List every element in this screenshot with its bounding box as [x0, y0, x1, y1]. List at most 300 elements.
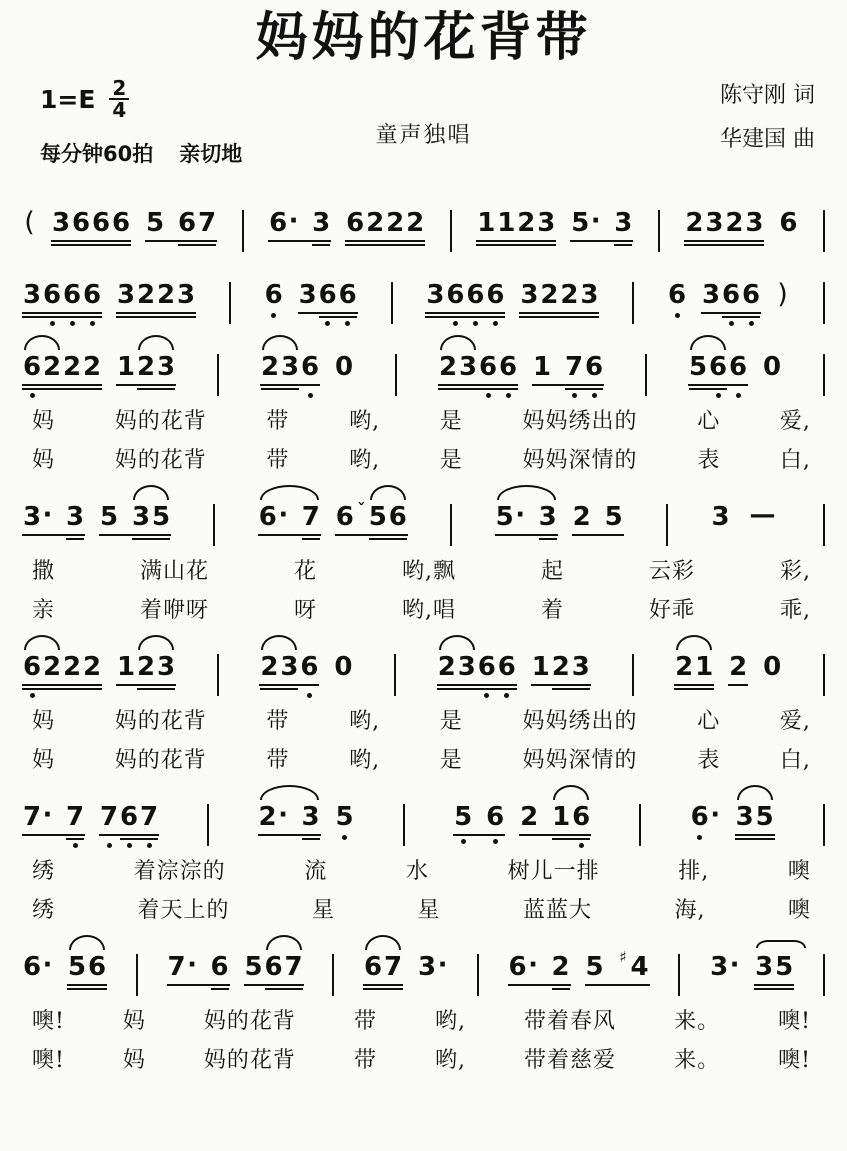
partial-beam-underline: [614, 244, 632, 246]
beam-underline: [67, 988, 107, 990]
measure: [268, 190, 425, 246]
note-group: [519, 280, 599, 318]
note-group: [425, 280, 505, 318]
measure: [425, 262, 599, 318]
beam-underline: [531, 684, 591, 686]
measure: [167, 934, 304, 986]
augmentation-dot: ·: [42, 950, 53, 980]
note-digit: 2: [62, 352, 82, 382]
score-line: [22, 484, 825, 624]
barline: [823, 654, 825, 696]
lyric-segment: 妈妈深情的: [522, 748, 638, 773]
note-chars: [701, 280, 761, 310]
lyric-segment: 妈: [122, 1048, 146, 1073]
note-chars: [709, 952, 740, 982]
note-digit: [299, 208, 311, 238]
rest-note: 0: [763, 652, 782, 682]
note-group: [667, 280, 687, 310]
note-digit: 5: [604, 502, 623, 532]
lyric-row: [22, 854, 825, 885]
note-digit: 6: [258, 502, 277, 532]
slur-arc: [440, 335, 476, 350]
beam-underline: [495, 534, 558, 536]
note-digit: [539, 802, 551, 832]
lyric-segment: 带着春风: [524, 1009, 617, 1034]
note-group: [572, 502, 624, 536]
note-group: [745, 502, 781, 532]
credits: [720, 74, 815, 162]
lyric-segment: 着淙淙的: [133, 859, 226, 884]
note-digit: [601, 208, 613, 238]
note-digit: 1: [695, 652, 714, 682]
note-group: [22, 208, 37, 238]
beam-underline: [116, 384, 176, 386]
measure: [437, 634, 591, 690]
music-row: [22, 334, 825, 396]
beam-underline: [425, 316, 505, 318]
note-chars: [335, 502, 408, 532]
note-digit: 1: [477, 208, 496, 238]
note-chars: [762, 652, 782, 682]
barline: [632, 654, 634, 696]
note-digit: 3: [457, 652, 476, 682]
barline: [242, 210, 244, 252]
note-digit: 2: [258, 802, 277, 832]
note-chars: [417, 952, 448, 982]
note-digit: 2: [685, 208, 704, 238]
octave-dot: [592, 393, 597, 398]
augmentation-dot: ·: [278, 800, 288, 830]
octave-dot: [484, 693, 489, 698]
note-digit: 6: [119, 802, 139, 832]
augmentation-dot: ·: [515, 500, 526, 530]
note-digit: 6: [177, 208, 197, 238]
note-digit: 3: [614, 208, 633, 238]
partial-beam-underline: [66, 538, 84, 540]
note-digit: [119, 502, 131, 532]
note-digit: [605, 952, 617, 982]
note-digit: [539, 952, 551, 982]
lyric-segment: 是: [439, 409, 463, 434]
note-digit: 6: [722, 280, 741, 310]
note-group: [22, 952, 53, 982]
barline: [229, 282, 231, 324]
lyric-segment: 妈: [122, 1009, 146, 1034]
beam-underline: [684, 240, 764, 242]
octave-dot: [697, 835, 702, 840]
octave-dot: [579, 843, 584, 848]
beam-underline: [674, 684, 714, 686]
barline: [666, 504, 668, 546]
partial-beam-underline: [312, 244, 330, 246]
octave-dot: [675, 313, 680, 318]
note-digit: 2: [42, 352, 62, 382]
octave-dot: [307, 693, 312, 698]
note-digit: 3: [156, 352, 176, 382]
partial-beam-underline: [137, 688, 175, 690]
octave-dot: [749, 321, 754, 326]
note-digit: 3: [702, 280, 721, 310]
note-digit: 2: [62, 652, 82, 682]
note-chars: [585, 948, 650, 982]
lyric-segment: 亲: [32, 598, 56, 623]
partial-beam-underline: [319, 316, 357, 318]
note-digit: 3: [65, 502, 85, 532]
note-digit: 1: [552, 802, 571, 832]
beam-underline: [684, 244, 764, 246]
beam-underline: [754, 984, 794, 986]
score-line: [22, 262, 825, 324]
note-digit: 6: [22, 652, 42, 682]
beam-underline: [519, 316, 599, 318]
note-digit: 6: [71, 208, 91, 238]
barline: [477, 954, 479, 996]
note-digit: 3: [537, 208, 556, 238]
beam-underline: [437, 684, 517, 686]
augmentation-dot: ·: [278, 500, 289, 530]
barline: [823, 282, 825, 324]
note-digit: 2: [675, 652, 694, 682]
beam-underline: [22, 384, 102, 386]
note-group: [701, 280, 761, 314]
note-chars: [116, 652, 176, 682]
beam-underline: [438, 388, 518, 390]
measure: [264, 262, 358, 314]
lyric-segment: 带: [353, 1009, 377, 1034]
note-digit: 6: [338, 280, 357, 310]
expression-marking: 亲切地: [179, 142, 243, 166]
note-chars: [572, 502, 624, 532]
lyric-segment: 哟,: [349, 409, 381, 434]
note-digit: 1: [116, 352, 136, 382]
note-group: [258, 502, 321, 536]
lyric-segment: 着咿呀: [140, 598, 210, 623]
beam-underline: [51, 240, 131, 242]
note-digit: 2: [406, 208, 425, 238]
note-digit: 1: [531, 652, 550, 682]
note-chars: [532, 352, 604, 382]
lyric-row: [22, 893, 825, 924]
lyric-segment: 云彩: [648, 559, 695, 584]
note-digit: [289, 802, 301, 832]
lyric-segment: 噢: [787, 859, 811, 884]
note-digit: 2: [540, 280, 559, 310]
octave-dot: [486, 393, 491, 398]
note-chars: [519, 280, 599, 310]
note-digit: 7: [99, 802, 119, 832]
partial-beam-underline: [132, 538, 170, 540]
note-digit: 3: [710, 952, 729, 982]
barline: [678, 954, 680, 996]
note-group: [264, 280, 284, 310]
time-signature: [109, 78, 129, 120]
note-digit: 5: [67, 952, 87, 982]
partial-beam-underline: [261, 388, 299, 390]
beam-underline: [259, 684, 319, 686]
note-group: [298, 280, 358, 314]
note-digit: 5: [495, 502, 514, 532]
note-chars: [531, 652, 591, 682]
beam-underline: [258, 534, 321, 536]
lyric-segment: 妈: [32, 709, 56, 734]
note-digit: 3: [51, 208, 71, 238]
score-line: [22, 190, 825, 252]
lyric-segment: 哟,: [435, 1048, 467, 1073]
note-digit: 1: [532, 352, 552, 382]
lyric-segment: 带: [266, 748, 290, 773]
note-digit: 5: [244, 952, 263, 982]
note-chars: [745, 502, 781, 532]
note-digit: 5: [335, 802, 354, 832]
note-digit: 6: [210, 952, 229, 982]
note-group: [508, 952, 571, 986]
measure: [258, 484, 408, 536]
note-digit: 7: [384, 952, 403, 982]
note-chars: [690, 802, 721, 832]
note-group: [258, 802, 321, 836]
slur-arc: [262, 335, 298, 350]
note-group: [244, 952, 304, 986]
note-digit: 6: [446, 280, 465, 310]
note-digit: [53, 802, 65, 832]
slur-arc: [370, 485, 406, 500]
octave-dot: [461, 839, 466, 844]
note-digit: 6: [668, 280, 687, 310]
note-digit: 3: [538, 502, 557, 532]
lyric-segment: 妈的花背: [114, 748, 207, 773]
note-digit: 1: [116, 652, 136, 682]
octave-dot: [30, 393, 35, 398]
lyric-segment: 噢!: [32, 1009, 65, 1034]
note-digit: 3: [22, 280, 42, 310]
note-chars: [711, 502, 731, 532]
measure: [508, 934, 650, 986]
slur-arc: [260, 485, 319, 500]
octave-dot: [70, 321, 75, 326]
note-chars: [268, 208, 331, 238]
slur-arc: [266, 935, 302, 950]
measure: [22, 262, 196, 318]
note-group: [735, 802, 775, 840]
note-group: [778, 208, 798, 238]
note-digit: 6: [779, 208, 798, 238]
note-digit: 3: [735, 802, 754, 832]
note-digit: 3: [711, 502, 730, 532]
note-chars: [476, 208, 556, 238]
music-row: [22, 190, 825, 252]
note-chars: [762, 352, 782, 382]
note-group: [260, 352, 320, 386]
sharp-accidental: ♯: [619, 948, 627, 966]
note-chars: [116, 280, 196, 310]
note-digit: 7: [301, 502, 320, 532]
beam-underline: [570, 240, 633, 242]
note-digit: 5: [368, 502, 387, 532]
note-chars: [453, 802, 505, 832]
lyric-segment: 好乖: [648, 598, 695, 623]
note-chars: [674, 652, 714, 682]
performance-type: 童声独唱: [375, 123, 472, 148]
note-chars: [116, 352, 176, 382]
note-digit: 6: [335, 502, 354, 532]
lyric-segment: 妈的花背: [114, 709, 207, 734]
lyric-segment: 呀: [294, 598, 318, 623]
note-digit: 7: [65, 802, 85, 832]
note-digit: 6: [300, 352, 320, 382]
note-digit: 2: [517, 208, 536, 238]
beam-underline: [22, 312, 102, 314]
lyric-segment: 妈的花背: [114, 409, 207, 434]
note-digit: 4: [630, 952, 649, 982]
measure: [22, 784, 159, 836]
slur-arc: [261, 635, 297, 650]
note-chars: [335, 802, 355, 832]
octave-dot: [325, 321, 330, 326]
note-chars: [258, 502, 321, 532]
barline: [823, 954, 825, 996]
note-digit: 6: [22, 952, 42, 982]
note-digit: 2: [520, 802, 539, 832]
note-digit: 2: [366, 208, 385, 238]
tempo-row: [40, 138, 242, 168]
note-digit: 2: [136, 352, 156, 382]
lyric-segment: 表: [697, 748, 721, 773]
beam-underline: [335, 534, 408, 536]
rest-note: 0: [334, 652, 353, 682]
partial-beam-underline: [302, 538, 320, 540]
note-digit: 2: [437, 652, 456, 682]
lyric-segment: 星: [312, 898, 336, 923]
score-line: [22, 634, 825, 774]
lyric-segment: 撒: [32, 559, 56, 584]
note-chars: [333, 652, 353, 682]
barline: [645, 354, 647, 396]
note-group: [22, 802, 85, 836]
lyric-segment: 哟,: [349, 709, 381, 734]
slur-arc: [138, 635, 174, 650]
beam-underline: [728, 684, 748, 686]
lyric-segment: 带: [266, 448, 290, 473]
lyric-segment: 着天上的: [137, 898, 230, 923]
note-chars: [728, 652, 748, 682]
music-row: [22, 784, 825, 846]
note-digit: 2: [82, 352, 102, 382]
note-digit: 2: [725, 208, 744, 238]
lyric-row: [22, 1043, 825, 1074]
note-digit: 6: [264, 952, 283, 982]
octave-dot: [453, 321, 458, 326]
lyric-segment: 绣: [32, 898, 56, 923]
note-group: [532, 352, 604, 386]
measure: [259, 634, 353, 686]
note-group: [116, 280, 196, 318]
held-note-dash: —: [749, 500, 776, 530]
beam-underline: [437, 688, 517, 690]
note-digit: 3: [298, 280, 317, 310]
note-digit: 2: [260, 352, 280, 382]
note-digit: [198, 952, 210, 982]
lyric-segment: 哟,: [435, 1009, 467, 1034]
slur-arc: [365, 935, 401, 950]
lyric-segment: 妈妈深情的: [522, 448, 638, 473]
note-group: [570, 208, 633, 242]
note-digit: 6: [572, 802, 591, 832]
measure: [22, 484, 171, 536]
note-chars: [437, 652, 517, 682]
beam-underline: [674, 688, 714, 690]
note-group: [116, 652, 176, 686]
note-digit: 2: [260, 652, 279, 682]
note-digit: 2: [729, 652, 748, 682]
octave-dot: [271, 313, 276, 318]
partial-beam-underline: [265, 988, 303, 990]
note-digit: 3: [520, 280, 539, 310]
note-digit: 6: [497, 652, 516, 682]
measure: [495, 484, 624, 536]
partial-beam-underline: [260, 688, 298, 690]
lyric-segment: 排,: [678, 859, 710, 884]
note-digit: 3: [280, 352, 300, 382]
lyric-segment: 妈的花背: [203, 1009, 296, 1034]
note-chars: [99, 502, 171, 532]
note-group: [762, 652, 782, 682]
music-row: [22, 262, 825, 324]
measure: [674, 634, 782, 690]
music-row: [22, 634, 825, 696]
note-digit: 5: [775, 952, 794, 982]
note-chars: [51, 208, 131, 238]
beam-underline: [51, 244, 131, 246]
music-row: [22, 484, 825, 546]
beam-underline: [453, 834, 505, 836]
measure: [22, 934, 107, 990]
octave-dot: [50, 321, 55, 326]
lyric-segment: 爱,: [779, 709, 811, 734]
lyric-segment: 噢!: [778, 1048, 811, 1073]
note-digit: [526, 502, 538, 532]
measure: [711, 484, 781, 532]
note-group: [363, 952, 403, 990]
lyric-segment: 心: [697, 709, 721, 734]
lyric-row: [22, 593, 825, 624]
beam-underline: [22, 388, 102, 390]
slur-arc: [69, 935, 105, 950]
beam-underline: [519, 312, 599, 314]
beam-underline: [116, 312, 196, 314]
note-chars: [22, 652, 102, 682]
lyric-segment: 星: [417, 898, 441, 923]
note-digit: 3: [156, 652, 176, 682]
note-digit: 3: [458, 352, 478, 382]
lyric-segment: 妈的花背: [114, 448, 207, 473]
note-digit: 3: [116, 280, 136, 310]
note-digit: 5: [585, 952, 604, 982]
slur-arc: [260, 785, 319, 800]
note-digit: 2: [156, 280, 176, 310]
beam-underline: [167, 984, 230, 986]
note-digit: 3: [580, 280, 599, 310]
augmentation-dot: ·: [437, 950, 448, 980]
beam-underline: [116, 684, 176, 686]
note-group: [145, 208, 217, 242]
note-group: [684, 208, 764, 246]
lyric-segment: 哟,: [349, 748, 381, 773]
lyric-segment: 妈: [32, 448, 56, 473]
note-digit: 6: [388, 502, 407, 532]
beam-underline: [22, 688, 102, 690]
note-digit: 6: [82, 280, 102, 310]
lyric-segment: 水: [405, 859, 429, 884]
